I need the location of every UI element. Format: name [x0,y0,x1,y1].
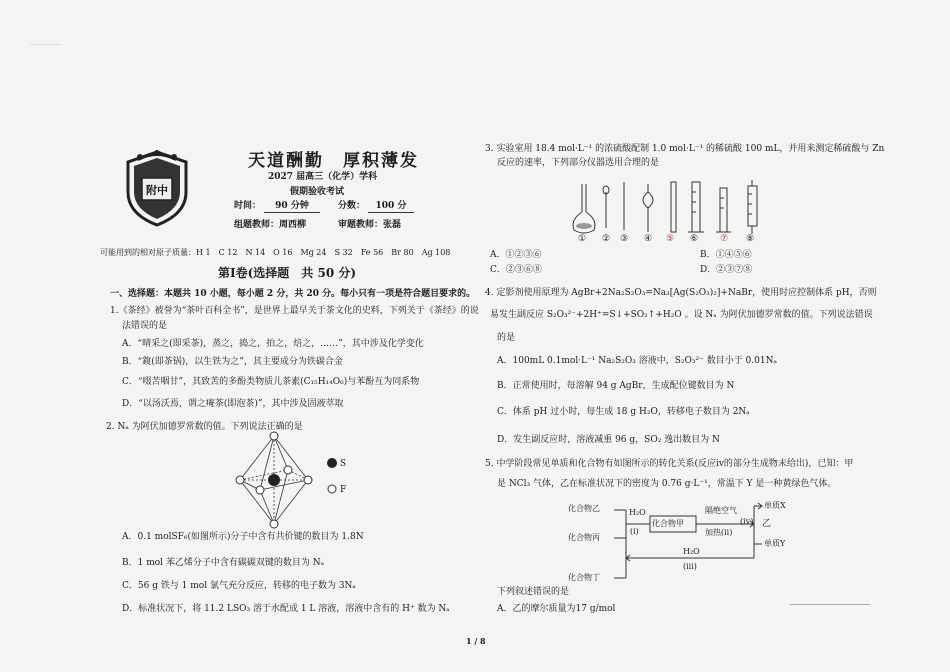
flow-air: 隔绝空气 [705,506,737,515]
q2-option-a: A．0.1 molSF₆(如图所示)分子中含有共价键的数目为 1.8N [122,532,364,542]
flow-ding: 化合物丁 [568,573,600,582]
apparatus-label-4: ④ [644,234,653,244]
exam-name: 假期验收考试 [290,187,345,197]
q2-option-d: D．标准状况下，将 11.2 LSO₃ 溶于水配成 1 L 溶液，溶液中含有的 H⁺ 数为 Nₐ [122,604,450,614]
apparatus-label-1: ① [578,234,587,244]
legend-f: F [340,485,347,495]
flow-h2o-2: H₂O [683,547,700,556]
q4-option-c: C．体系 pH 过小时，每生成 18 g H₂O，转移电子数目为 2Nₐ [497,407,750,417]
apparatus-label-8: ⑧ [746,234,755,244]
section-instruction: 一、选择题：本题共 10 小题，每小题 2 分，共 20 分。每小只有一项是符合题目要求的。 [110,289,476,299]
q1-stem-line2: 法错误的是 [122,321,168,331]
q4-option-b: B．正常使用时，每溶解 94 g AgBr，生成配位键数目为 N [497,381,735,391]
q5-stem-line1: 5. 中学阶段常见单质和化合物有如图所示的转化关系(反应iv的部分生成物未给出)，已知：甲 [485,459,854,469]
q1-option-d: D．“以汤沃焉，谓之痷茶(即泡茶)”，其中涉及固液萃取 [122,399,344,409]
setter: 组题教师：周西柳 [234,220,307,230]
sf6-octahedron-diagram [226,430,322,530]
apparatus-label-7: ⑦ [720,234,729,244]
flow-step-i: (i) [630,527,639,536]
q4-stem-line1: 4. 定影剂使用原理为 AgBr+2Na₂S₂O₃=Na₃[Ag(S₂O₃)₂]+NaBr，使用时应控制体系 pH，否则 [485,288,877,298]
q5-stem-line2: 是 NCl₃ 气体，乙在标准状况下的密度为 0.76 g·L⁻¹，常温下 Y 是一种黄绿色气体。 [497,479,837,489]
q5-ask: 下列叙述错误的是 [497,587,570,597]
school-seal-icon [120,148,194,228]
apparatus-label-6: ⑥ [690,234,699,244]
flow-heat: 加热(ii) [705,528,733,537]
scan-artifact-mark [30,44,60,45]
q3-option-d: D．②③⑦⑧ [700,265,753,275]
q3-stem-line2: 反应的速率，下列部分仪器选用合理的是 [497,158,660,168]
scan-artifact-line [790,604,870,605]
q3-option-c: C．②③⑥⑧ [490,265,542,275]
q1-option-b: B．“鍑(即茶锅)，以生铁为之”，其主要成分为铁碳合金 [122,357,343,367]
sf6-legend-icons [326,457,338,497]
apparatus-label-2: ② [602,234,611,244]
flow-yi: 化合物乙 [568,504,600,513]
q5-option-a: A．乙的摩尔质量为17 g/mol [497,604,616,614]
time-label: 时间： [234,201,262,211]
flow-step-iii: (iii) [683,562,697,571]
seal-text: 附中 [146,184,168,197]
q4-stem-line3: 的是 [497,333,516,343]
motto: 天道酬勤 厚积薄发 [248,151,419,171]
q1-stem-line1: 1.《茶经》被誉为“茶叶百科全书”，是世界上最早关于茶文化的史料，下列关于《茶经》的说 [110,306,479,316]
apparatus-label-3: ③ [620,234,629,244]
q3-option-b: B．①④⑤⑥ [700,250,752,260]
flow-x: 单质X [764,501,786,510]
lab-apparatus-diagram [568,178,788,252]
flow-h2o-1: H₂O [629,508,646,517]
q2-option-b: B．1 mol 苯乙烯分子中含有碳碳双键的数目为 Nₐ [122,558,325,568]
q2-option-c: C．56 g 铁与 1 mol 氯气充分反应，转移的电子数为 3Nₐ [122,581,356,591]
reviewer: 审题教师：张磊 [338,220,402,230]
q4-option-a: A．100mL 0.1mol·L⁻¹ Na₂S₂O₃ 溶液中，S₂O₃²⁻ 数目小于 0.01Nₐ [497,356,777,366]
score-label: 分数： [338,201,366,211]
apparatus-label-5: ⑤ [666,234,675,244]
flow-jia: 化合物甲 [652,519,684,528]
page-number: 1 / 8 [466,636,486,646]
time-value: 90 分钟 [264,200,320,213]
atomic-masses: 可能用到的相对原子质量：H 1 C 12 N 14 O 16 Mg 24 S 32 Fe 56 Br 80 Ag 108 [100,248,451,257]
q1-option-a: A．“晴采之(即采茶)，蒸之，捣之，拍之，焙之，……”，其中涉及化学变化 [122,339,424,349]
flow-iv: (iv) [740,517,754,526]
q4-stem-line2: 易发生副反应 S₂O₃²⁻+2H⁺=S↓+SO₂↑+H₂O 。设 Nₐ 为阿伏加德罗常数的值。下列说法错误 [490,310,873,320]
flow-y: 单质Y [764,539,786,548]
flow-bing: 化合物丙 [568,533,600,542]
q4-option-d: D．发生副反应时，溶液减重 96 g，SO₂ 逸出数目为 N [497,435,720,445]
legend-s: S [340,459,347,469]
flow-yi-side: 乙 [762,519,772,529]
q2-stem: 2. Nₐ 为阿伏加德罗常数的值。下列说法正确的是 [106,422,303,432]
score-value: 100 分 [368,200,414,213]
subject-line: 2027 届高三（化学）学科 [268,172,378,182]
q1-option-c: C．“啜苦咽甘”，其致苦的多酚类物质儿茶素(C₁₅H₁₄O₆)与苯酚互为同系物 [122,377,420,387]
q3-stem-line1: 3. 实验室用 18.4 mol·L⁻¹ 的浓硫酸配制 1.0 mol·L⁻¹ 的稀硫酸 100 mL，并用来测定稀硫酸与 Zn [485,144,885,154]
section-title: 第Ⅰ卷(选择题 共 50 分) [218,266,357,280]
q3-option-a: A．①②③⑥ [490,250,542,260]
